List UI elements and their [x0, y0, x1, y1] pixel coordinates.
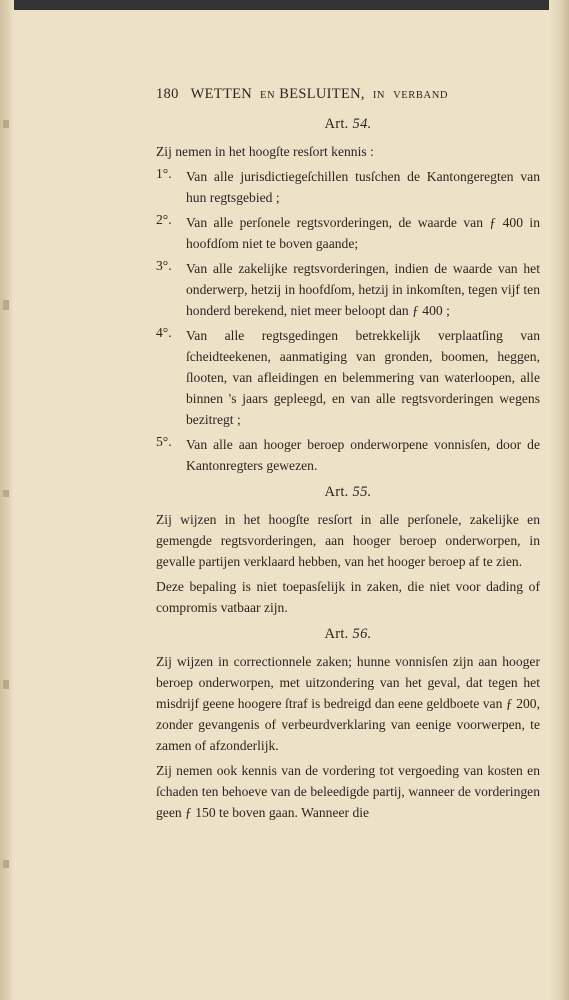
article-54-intro: Zij nemen in het hoogſte resſort kennis :	[156, 144, 374, 159]
article-54-item: 5°. Van alle aan hooger beroep onderworpene vonnisſen, door de Kantonregters gewezen.	[156, 434, 540, 473]
running-title-2: EN	[260, 90, 276, 101]
article-54-item: 1°. Van alle jurisdictiegeſchillen tusſchen de Kantongeregten van hun regtsgebied ;	[156, 166, 540, 205]
article-55-paragraph: Zij wijzen in het hoogſte resſort in alle perſonele, zakelijke en gemengde regtsvorderingen, aan hooger beroep onderworpen, in gevalle partijen verklaard hebben, van het hooger beroep af te zien.	[156, 512, 540, 569]
article-56-paragraph: Zij wijzen in correctionnele zaken; hunne vonnisſen zijn aan hooger beroep onderworpen, met uitzondering van het geval, dat tegen het misdrijf geene hoogere ſtraf is bedreigd dan eene geldboete van ƒ 200, zonder gevangenis of verbeurdverklaring van eenige voorwerpen, te zamen of afzonderlijk.	[156, 654, 540, 753]
article-heading-55: Art. 55.	[324, 484, 372, 500]
running-title-3: BESLUITEN,	[279, 86, 365, 102]
running-title-5: VERBAND	[393, 90, 449, 101]
running-head	[156, 86, 540, 108]
book-spine-edge	[0, 0, 14, 1000]
article-56-paragraph: Zij nemen ook kennis van de vordering tot vergoeding van kosten en ſchaden ten behoeve van de beleedigde partij, wanneer de vorderingen geen ƒ 150 te boven gaan. Wanneer die	[156, 763, 540, 820]
article-heading-54: Art. 54.	[324, 116, 372, 132]
page-content	[156, 86, 540, 827]
running-title-4: IN	[372, 90, 386, 101]
running-title-1: WETTEN	[190, 86, 253, 102]
page-number: 180	[156, 86, 179, 102]
scan-top-border	[0, 0, 569, 10]
article-54-item: 2°. Van alle perſonele regtsvorderingen, de waarde van ƒ 400 in hoofdſom niet te boven gaande;	[156, 212, 540, 251]
page-right-edge	[549, 0, 569, 1000]
article-55-paragraph: Deze bepaling is niet toepasſelijk in zaken, die niet voor dading of compromis vatbaar zijn.	[156, 579, 540, 615]
article-54-item: 4°. Van alle regtsgedingen betrekkelijk verplaatſing van ſcheidteekenen, aanmatiging van gronden, boomen, heggen, ſlooten, van afleidingen en belemmering van waterloopen, alle binnen 's jaars gepleegd, en van alle regtsvorderingen wegens bezitregt ;	[156, 325, 540, 427]
article-54-item: 3°. Van alle zakelijke regtsvorderingen, indien de waarde van het onderwerp, hetzij in hoofdſom, hetzij in inkomſten, tegen vijf ten honderd berekend, niet meer beloopt dan ƒ 400 ;	[156, 258, 540, 318]
article-heading-56: Art. 56.	[324, 626, 372, 642]
